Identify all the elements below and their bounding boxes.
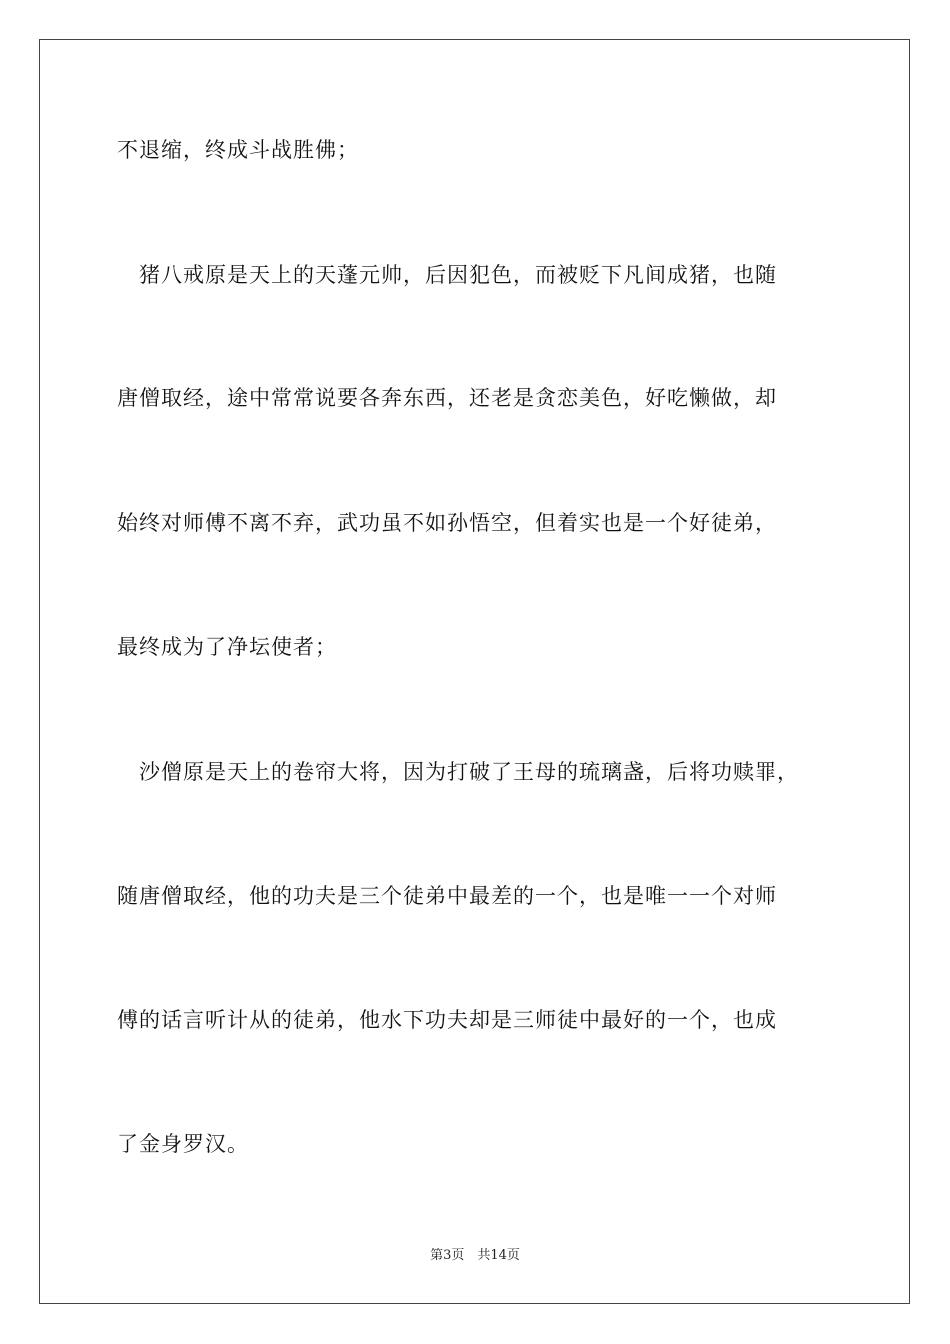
paragraph-line: 唐僧取经，途中常常说要各奔东西，还老是贪恋美色，好吃懒做，却 (117, 386, 777, 410)
page-border (39, 39, 910, 1304)
paragraph-line: 随唐僧取经，他的功夫是三个徒弟中最差的一个，也是唯一一个对师 (117, 884, 777, 908)
paragraph-line: 最终成为了净坛使者； (117, 635, 337, 659)
paragraph-line: 了金身罗汉。 (117, 1132, 249, 1156)
paragraph-line: 沙僧原是天上的卷帘大将，因为打破了王母的琉璃盏，后将功赎罪， (117, 760, 799, 784)
paragraph-line: 不退缩，终成斗战胜佛； (117, 138, 359, 162)
paragraph-line: 猪八戒原是天上的天蓬元帅，后因犯色，而被贬下凡间成猪，也随 (117, 263, 777, 287)
paragraph-line: 始终对师傅不离不弃，武功虽不如孙悟空，但着实也是一个好徒弟， (117, 511, 777, 535)
paragraph-line: 傅的话言听计从的徒弟，他水下功夫却是三师徒中最好的一个，也成 (117, 1008, 777, 1032)
page-number-footer: 第3页 共14页 (430, 1248, 520, 1263)
